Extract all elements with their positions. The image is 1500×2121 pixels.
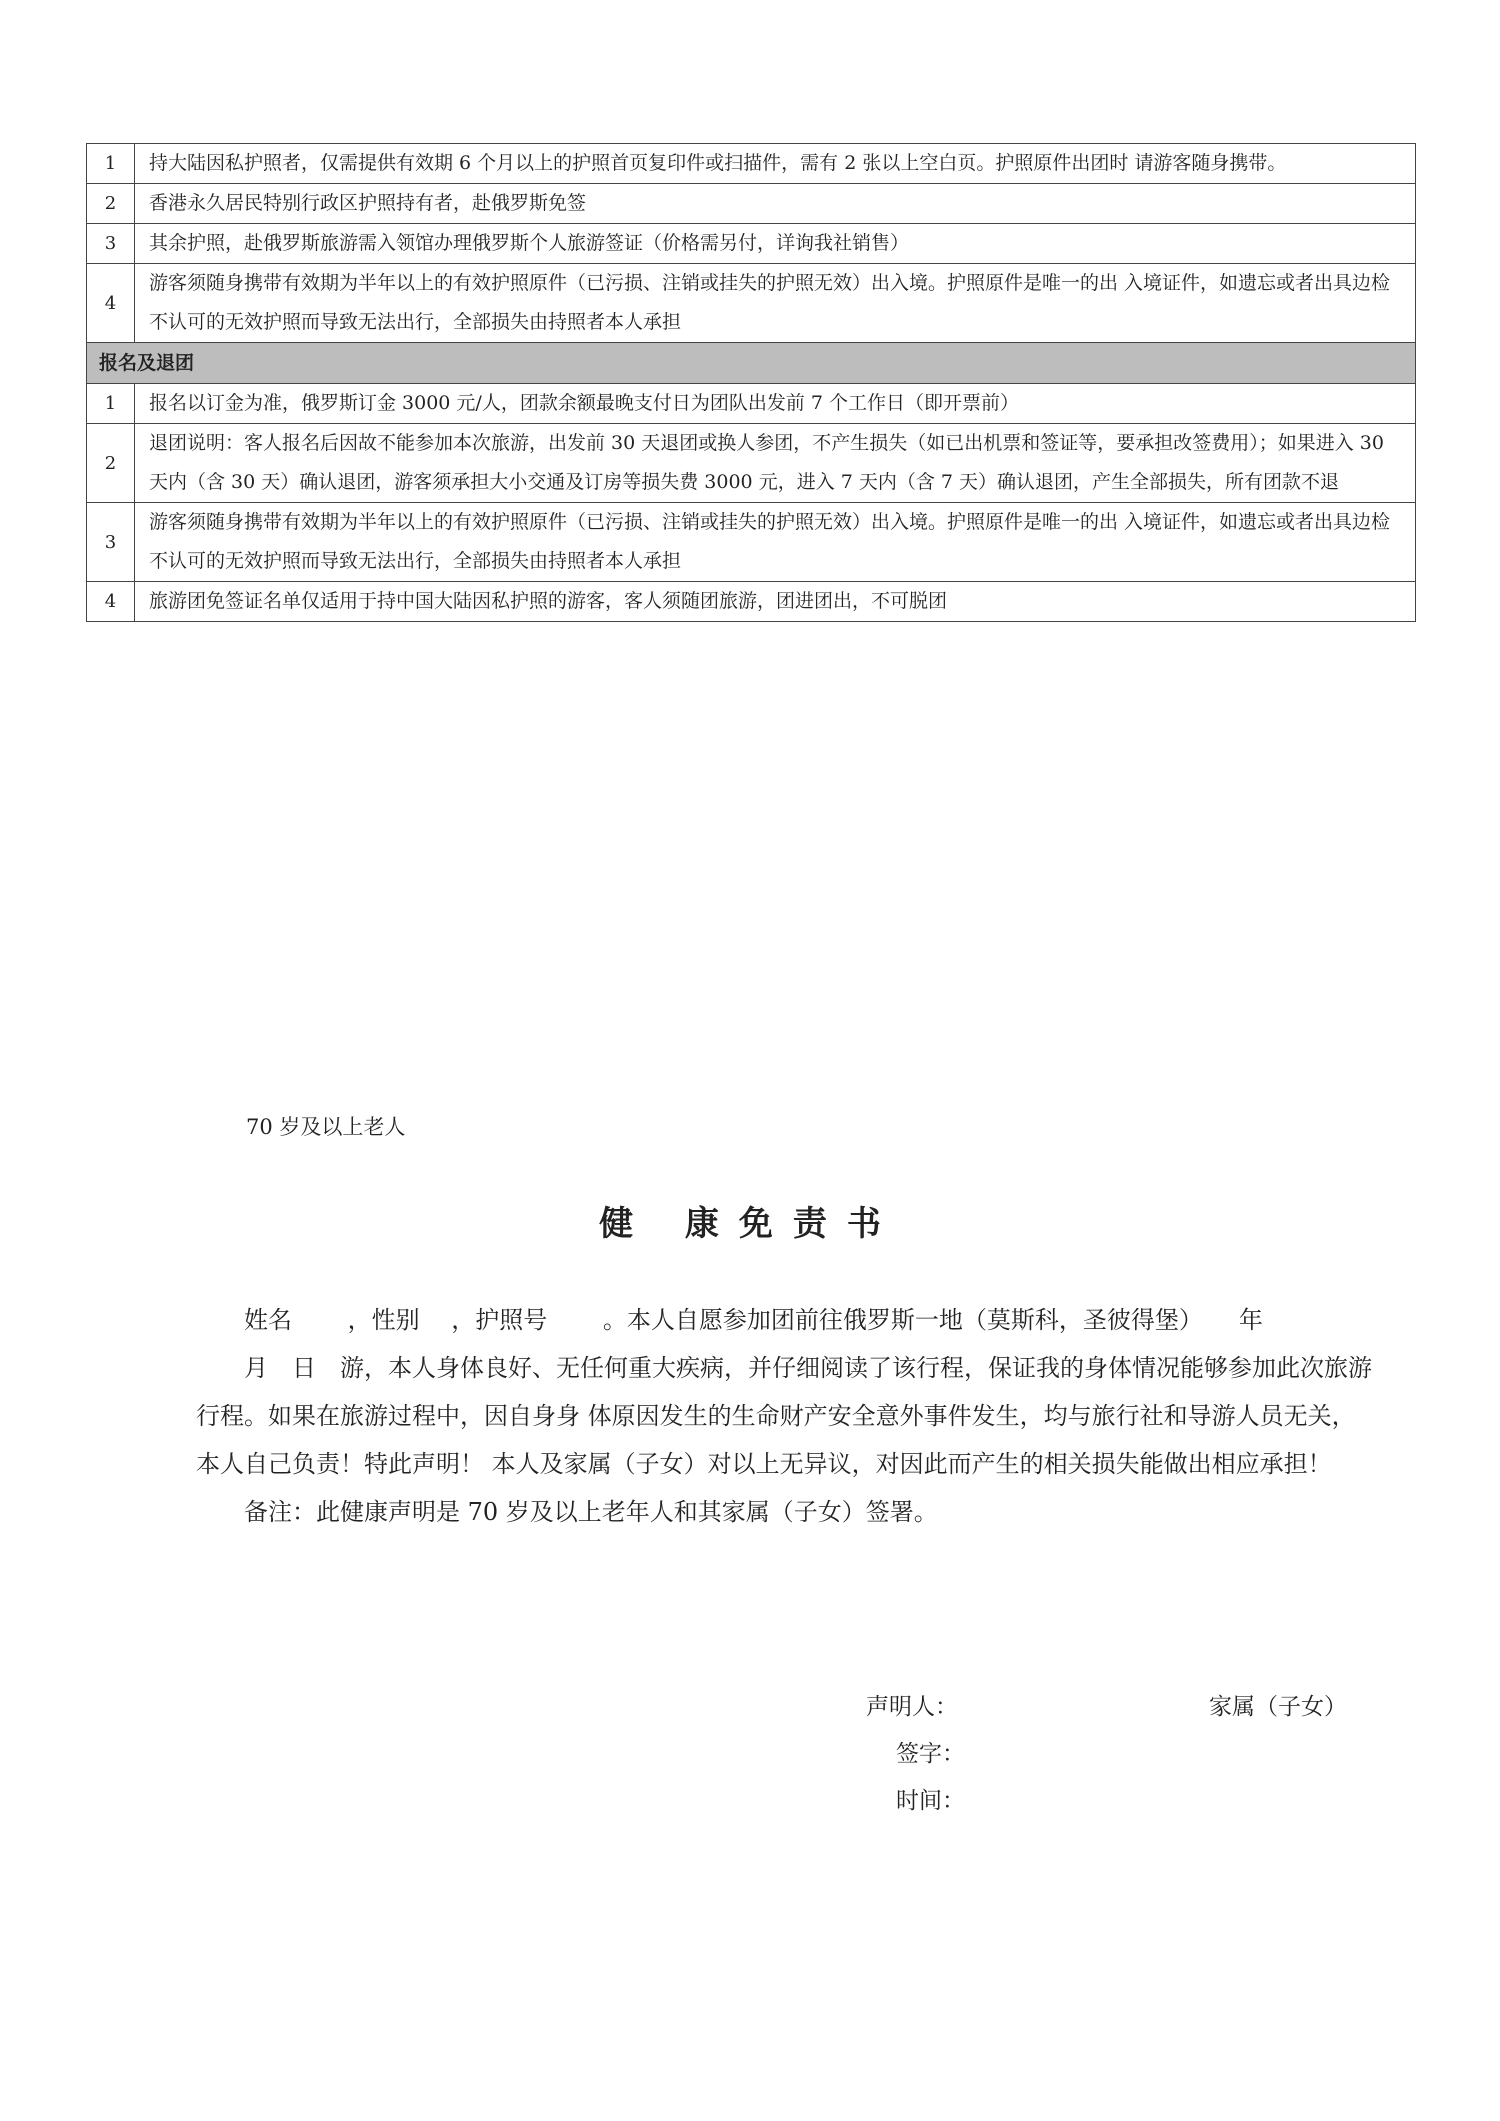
- table-row: [87, 144, 1416, 184]
- signature-label: 签字：: [896, 1741, 965, 1767]
- table-row: [87, 224, 1416, 264]
- table-row: [87, 503, 1416, 582]
- row-number: 2: [87, 424, 135, 503]
- row-number: 1: [87, 144, 135, 184]
- table-row: [87, 582, 1416, 622]
- age-tag: 70 岁及以上老人: [246, 1115, 406, 1139]
- row-text: 持大陆因私护照者，仅需提供有效期 6 个月以上的护照首页复印件或扫描件，需有 2 张以上空白页。护照原件出团时 请游客随身携带。: [135, 144, 1416, 184]
- row-text: 报名以订金为准，俄罗斯订金 3000 元/人，团款余额最晚支付日为团队出发前 7 个工作日（即开票前）: [135, 384, 1416, 424]
- section-title: 报名及退团: [87, 343, 1416, 384]
- family-label: 家属（子女）: [1209, 1694, 1347, 1720]
- row-text: 游客须随身携带有效期为半年以上的有效护照原件（已污损、注销或挂失的护照无效）出入境。护照原件是唯一的出 入境证件，如遗忘或者出具边检不认可的无效护照而导致无法出行，全部损失由持照者本人承担: [135, 264, 1416, 343]
- page-title: 健 康免责书: [599, 1204, 901, 1244]
- section-header-row: [87, 343, 1416, 384]
- table-row: [87, 184, 1416, 224]
- declarant-label: 声明人：: [866, 1694, 958, 1720]
- row-text: 香港永久居民特别行政区护照持有者，赴俄罗斯免签: [135, 184, 1416, 224]
- row-number: 1: [87, 384, 135, 424]
- row-text: 其余护照，赴俄罗斯旅游需入领馆办理俄罗斯个人旅游签证（价格需另付，详询我社销售）: [135, 224, 1416, 264]
- row-number: 4: [87, 582, 135, 622]
- row-number: 3: [87, 224, 135, 264]
- declaration-body: [196, 1296, 1376, 1536]
- table-row: [87, 424, 1416, 503]
- row-text: 游客须随身携带有效期为半年以上的有效护照原件（已污损、注销或挂失的护照无效）出入境。护照原件是唯一的出 入境证件，如遗忘或者出具边检不认可的无效护照而导致无法出行，全部损失由持照者本人承担: [135, 503, 1416, 582]
- declaration-paragraph: 月 日 游，本人身体良好、无任何重大疾病，并仔细阅读了该行程，保证我的身体情况能够参加此次旅游行程。如果在旅游过程中，因自身身 体原因发生的生命财产安全意外事件发生，均与旅行社和导游人员无关，本人自己负责！特此声明！ 本人及家属（子女）对以上无异议，对因此而产生的相关损失能做出相应承担！: [196, 1354, 1372, 1478]
- info-table: [86, 143, 1416, 622]
- row-number: 2: [87, 184, 135, 224]
- table-row: [87, 264, 1416, 343]
- declaration-note: 备注：此健康声明是 70 岁及以上老年人和其家属（子女）签署。: [244, 1498, 938, 1526]
- row-text: 退团说明：客人报名后因故不能参加本次旅游，出发前 30 天退团或换人参团，不产生损失（如已出机票和签证等，要承担改签费用）；如果进入 30 天内（含 30 天）确认退团，游客须承担大小交通及订房等损失费 3000 元，进入 7 天内（含 7 天）确认退团，产生全部损失，所有团款不退: [135, 424, 1416, 503]
- row-text: 旅游团免签证名单仅适用于持中国大陆因私护照的游客，客人须随团旅游，团进团出，不可脱团: [135, 582, 1416, 622]
- table-row: [87, 384, 1416, 424]
- declaration-line: 姓名 ，性别 ，护照号 。本人自愿参加团前往俄罗斯一地（莫斯科，圣彼得堡） 年: [244, 1306, 1263, 1334]
- time-label: 时间：: [896, 1788, 965, 1814]
- row-number: 3: [87, 503, 135, 582]
- row-number: 4: [87, 264, 135, 343]
